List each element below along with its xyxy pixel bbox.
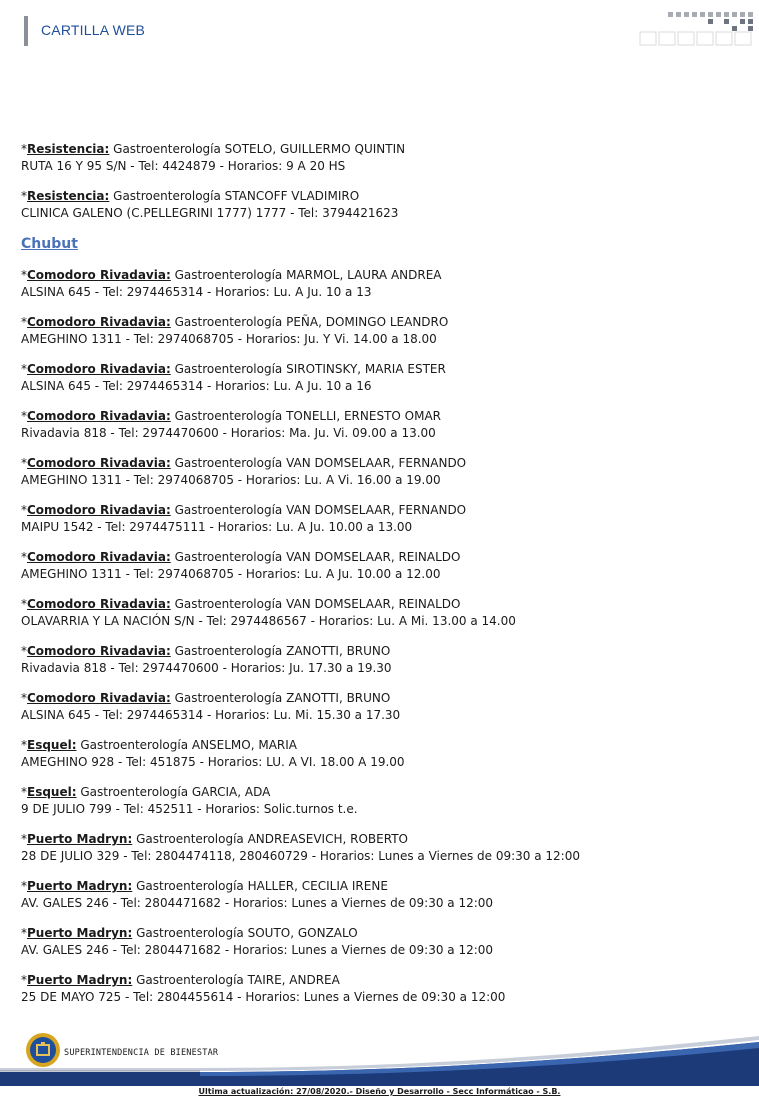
entry-provider: Gastroenterología ANSELMO, MARIA	[80, 738, 298, 752]
entry-provider: Gastroenterología VAN DOMSELAAR, REINALDO	[174, 597, 461, 611]
footer-band	[0, 1028, 759, 1088]
entry-provider: Gastroenterología HALLER, CECILIA IRENE	[136, 879, 388, 893]
entry-provider: Gastroenterología STANCOFF VLADIMIRO	[113, 189, 360, 203]
entry-provider: Gastroenterología GARCIA, ADA	[80, 785, 271, 799]
entry-city: Puerto Madryn:	[27, 973, 133, 987]
directory-entry: *Comodoro Rivadavia: Gastroenterología PEÑA, DOMINGO LEANDRO AMEGHINO 1311 - Tel: 2974068705 - Horarios: Ju. Y Vi. 14.00 a 18.00	[21, 315, 449, 346]
entry-city: Comodoro Rivadavia:	[27, 597, 171, 611]
directory-entry: *Esquel: Gastroenterología GARCIA, ADA 9 DE JULIO 799 - Tel: 452511 - Horarios: Solic.turnos t.e.	[21, 785, 358, 816]
entry-city: Comodoro Rivadavia:	[27, 268, 171, 282]
entry-detail: AV. GALES 246 - Tel: 2804471682 - Horarios: Lunes a Viernes de 09:30 a 12:00	[21, 896, 494, 910]
entry-city: Comodoro Rivadavia:	[27, 503, 171, 517]
entry-city: Comodoro Rivadavia:	[27, 362, 171, 376]
directory-entry: *Puerto Madryn: Gastroenterología HALLER, CECILIA IRENE AV. GALES 246 - Tel: 2804471682 - Horarios: Lunes a Viernes de 09:30 a 12:00	[21, 879, 494, 910]
directory-entry: *Comodoro Rivadavia: Gastroenterología VAN DOMSELAAR, FERNANDO MAIPU 1542 - Tel: 2974475111 - Horarios: Lu. A Ju. 10.00 a 13.00	[21, 503, 467, 534]
entry-detail: AMEGHINO 928 - Tel: 451875 - Horarios: LU. A VI. 18.00 A 19.00	[21, 755, 405, 769]
footer-update-line: Ultima actualización: 27/08/2020.- Diseño y Desarrollo - Secc Informáticao - S.B.	[198, 1087, 561, 1096]
entry-provider: Gastroenterología PEÑA, DOMINGO LEANDRO	[174, 315, 449, 329]
entry-detail: OLAVARRIA Y LA NACIÓN S/N - Tel: 2974486567 - Horarios: Lu. A Mi. 13.00 a 14.00	[21, 614, 516, 628]
entry-city: Comodoro Rivadavia:	[27, 644, 171, 658]
directory-entry: *Comodoro Rivadavia: Gastroenterología ZANOTTI, BRUNO ALSINA 645 - Tel: 2974465314 - Horarios: Lu. Mi. 15.30 a 17.30	[21, 691, 401, 722]
entry-provider: Gastroenterología TONELLI, ERNESTO OMAR	[174, 409, 442, 423]
directory-entry: *Comodoro Rivadavia: Gastroenterología VAN DOMSELAAR, FERNANDO AMEGHINO 1311 - Tel: 2974068705 - Horarios: Lu. A Vi. 16.00 a 19.00	[21, 456, 467, 487]
entry-detail: AMEGHINO 1311 - Tel: 2974068705 - Horarios: Lu. A Vi. 16.00 a 19.00	[21, 473, 441, 487]
directory-entry: *Comodoro Rivadavia: Gastroenterología ZANOTTI, BRUNO Rivadavia 818 - Tel: 2974470600 - Horarios: Ju. 17.30 a 19.30	[21, 644, 392, 675]
directory-content	[21, 141, 741, 1019]
directory-entry: *Comodoro Rivadavia: Gastroenterología VAN DOMSELAAR, REINALDO OLAVARRIA Y LA NACIÓN S/N - Tel: 2974486567 - Horarios: Lu. A Mi. 13.00 a 14.00	[21, 597, 516, 628]
page-footer	[0, 1028, 759, 1101]
province-heading: Chubut	[21, 236, 78, 252]
entry-detail: ALSINA 645 - Tel: 2974465314 - Horarios: Lu. Mi. 15.30 a 17.30	[21, 708, 401, 722]
entry-detail: 9 DE JULIO 799 - Tel: 452511 - Horarios: Solic.turnos t.e.	[21, 802, 358, 816]
entry-detail: 25 DE MAYO 725 - Tel: 2804455614 - Horarios: Lunes a Viernes de 09:30 a 12:00	[21, 990, 506, 1004]
entry-city: Puerto Madryn:	[27, 879, 133, 893]
directory-entry: *Resistencia: Gastroenterología STANCOFF VLADIMIRO CLINICA GALENO (C.PELLEGRINI 1777) 1777 - Tel: 3794421623	[21, 189, 399, 220]
entry-detail: CLINICA GALENO (C.PELLEGRINI 1777) 1777 - Tel: 3794421623	[21, 206, 399, 220]
entry-provider: Gastroenterología SOUTO, GONZALO	[136, 926, 358, 940]
entry-provider: Gastroenterología VAN DOMSELAAR, FERNANDO	[174, 503, 467, 517]
page-header	[0, 0, 759, 60]
directory-entry: *Puerto Madryn: Gastroenterología ANDREASEVICH, ROBERTO 28 DE JULIO 329 - Tel: 2804474118, 280460729 - Horarios: Lunes a Viernes de 09:30 a 12:00	[21, 832, 580, 863]
entry-detail: AMEGHINO 1311 - Tel: 2974068705 - Horarios: Lu. A Ju. 10.00 a 12.00	[21, 567, 441, 581]
entry-detail: 28 DE JULIO 329 - Tel: 2804474118, 280460729 - Horarios: Lunes a Viernes de 09:30 a 12:00	[21, 849, 580, 863]
entry-detail: AV. GALES 246 - Tel: 2804471682 - Horarios: Lunes a Viernes de 09:30 a 12:00	[21, 943, 494, 957]
entry-city: Comodoro Rivadavia:	[27, 550, 171, 564]
entry-detail: ALSINA 645 - Tel: 2974465314 - Horarios: Lu. A Ju. 10 a 16	[21, 379, 372, 393]
entry-city: Resistencia:	[27, 142, 110, 156]
header-decoration	[638, 12, 756, 46]
footer-organization: SUPERINTENDENCIA DE BIENESTAR	[64, 1048, 219, 1058]
entry-detail: Rivadavia 818 - Tel: 2974470600 - Horarios: Ma. Ju. Vi. 09.00 a 13.00	[21, 426, 436, 440]
directory-entry: *Puerto Madryn: Gastroenterología TAIRE, ANDREA 25 DE MAYO 725 - Tel: 2804455614 - Horarios: Lunes a Viernes de 09:30 a 12:00	[21, 973, 506, 1004]
directory-entry: *Comodoro Rivadavia: Gastroenterología TONELLI, ERNESTO OMAR Rivadavia 818 - Tel: 2974470600 - Horarios: Ma. Ju. Vi. 09.00 a 13.00	[21, 409, 442, 440]
entry-detail: MAIPU 1542 - Tel: 2974475111 - Horarios: Lu. A Ju. 10.00 a 13.00	[21, 520, 413, 534]
entry-city: Comodoro Rivadavia:	[27, 315, 171, 329]
page-title: CARTILLA WEB	[41, 22, 146, 38]
directory-entry: *Comodoro Rivadavia: Gastroenterología SIROTINSKY, MARIA ESTER ALSINA 645 - Tel: 2974465314 - Horarios: Lu. A Ju. 10 a 16	[21, 362, 446, 393]
entry-detail: RUTA 16 Y 95 S/N - Tel: 4424879 - Horarios: 9 A 20 HS	[21, 159, 346, 173]
directory-entry: *Puerto Madryn: Gastroenterología SOUTO, GONZALO AV. GALES 246 - Tel: 2804471682 - Horarios: Lunes a Viernes de 09:30 a 12:00	[21, 926, 494, 957]
entry-provider: Gastroenterología SIROTINSKY, MARIA ESTER	[174, 362, 446, 376]
entry-provider: Gastroenterología TAIRE, ANDREA	[136, 973, 340, 987]
directory-entry: *Resistencia: Gastroenterología SOTELO, GUILLERMO QUINTIN RUTA 16 Y 95 S/N - Tel: 4424879 - Horarios: 9 A 20 HS	[21, 142, 406, 173]
entry-provider: Gastroenterología ZANOTTI, BRUNO	[174, 644, 391, 658]
entry-provider: Gastroenterología ZANOTTI, BRUNO	[174, 691, 391, 705]
entry-detail: AMEGHINO 1311 - Tel: 2974068705 - Horarios: Ju. Y Vi. 14.00 a 18.00	[21, 332, 437, 346]
entry-provider: Gastroenterología VAN DOMSELAAR, FERNANDO	[174, 456, 467, 470]
entry-provider: Gastroenterología SOTELO, GUILLERMO QUINTIN	[113, 142, 406, 156]
seal-logo-icon	[25, 1032, 61, 1068]
header-accent-bar	[24, 16, 28, 46]
entry-detail: Rivadavia 818 - Tel: 2974470600 - Horarios: Ju. 17.30 a 19.30	[21, 661, 392, 675]
entry-city: Esquel:	[27, 738, 77, 752]
entry-provider: Gastroenterología MARMOL, LAURA ANDREA	[174, 268, 442, 282]
entry-city: Puerto Madryn:	[27, 832, 133, 846]
directory-entry: *Comodoro Rivadavia: Gastroenterología VAN DOMSELAAR, REINALDO AMEGHINO 1311 - Tel: 2974068705 - Horarios: Lu. A Ju. 10.00 a 12.00	[21, 550, 461, 581]
entry-city: Comodoro Rivadavia:	[27, 409, 171, 423]
entry-provider: Gastroenterología ANDREASEVICH, ROBERTO	[136, 832, 408, 846]
entry-city: Puerto Madryn:	[27, 926, 133, 940]
directory-entry: *Esquel: Gastroenterología ANSELMO, MARIA AMEGHINO 928 - Tel: 451875 - Horarios: LU. A VI. 18.00 A 19.00	[21, 738, 405, 769]
entry-city: Resistencia:	[27, 189, 110, 203]
entry-detail: ALSINA 645 - Tel: 2974465314 - Horarios: Lu. A Ju. 10 a 13	[21, 285, 372, 299]
entry-city: Comodoro Rivadavia:	[27, 456, 171, 470]
entry-city: Comodoro Rivadavia:	[27, 691, 171, 705]
directory-entry: *Comodoro Rivadavia: Gastroenterología MARMOL, LAURA ANDREA ALSINA 645 - Tel: 2974465314 - Horarios: Lu. A Ju. 10 a 13	[21, 268, 442, 299]
entry-provider: Gastroenterología VAN DOMSELAAR, REINALDO	[174, 550, 461, 564]
entry-city: Esquel:	[27, 785, 77, 799]
